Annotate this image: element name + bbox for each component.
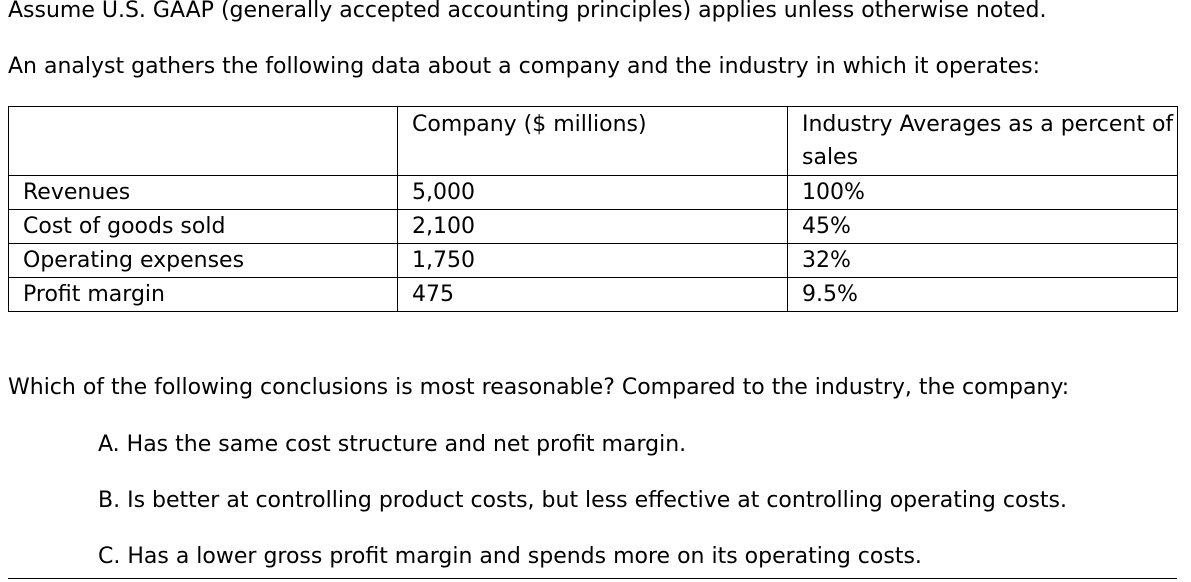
header-cell-company: Company ($ millions) — [398, 107, 788, 176]
lead-in-text: An analyst gathers the following data about a company and the industry in which it operates: — [8, 54, 1041, 79]
table-header-row — [9, 107, 1178, 176]
row-label: Cost of goods sold — [9, 210, 398, 244]
company-value: 5,000 — [398, 176, 788, 210]
company-value: 1,750 — [398, 244, 788, 278]
industry-value: 100% — [788, 176, 1178, 210]
header-cell-industry — [788, 107, 1178, 176]
row-label: Profit margin — [9, 278, 398, 312]
industry-value: 32% — [788, 244, 1178, 278]
option-c[interactable]: C. Has a lower gross profit margin and spends more on its operating costs. — [98, 544, 922, 569]
table-row — [9, 176, 1178, 210]
industry-value: 45% — [788, 210, 1178, 244]
data-table — [8, 106, 1178, 312]
header-cell-empty — [9, 107, 398, 176]
industry-value: 9.5% — [788, 278, 1178, 312]
table-row — [9, 244, 1178, 278]
bottom-divider — [8, 578, 1177, 579]
company-value: 2,100 — [398, 210, 788, 244]
intro-text: Assume U.S. GAAP (generally accepted accounting principles) applies unless otherwise noted. — [8, 0, 1047, 23]
table-row — [9, 210, 1178, 244]
option-b[interactable]: B. Is better at controlling product costs, but less effective at controlling operating costs. — [98, 488, 1067, 513]
company-value: 475 — [398, 278, 788, 312]
table-row — [9, 278, 1178, 312]
row-label: Operating expenses — [9, 244, 398, 278]
header-industry-label: Industry Averages as a percent of sales — [802, 112, 1174, 170]
option-a[interactable]: A. Has the same cost structure and net profit margin. — [98, 432, 687, 457]
row-label: Revenues — [9, 176, 398, 210]
question-text: Which of the following conclusions is most reasonable? Compared to the industry, the company: — [8, 375, 1070, 400]
